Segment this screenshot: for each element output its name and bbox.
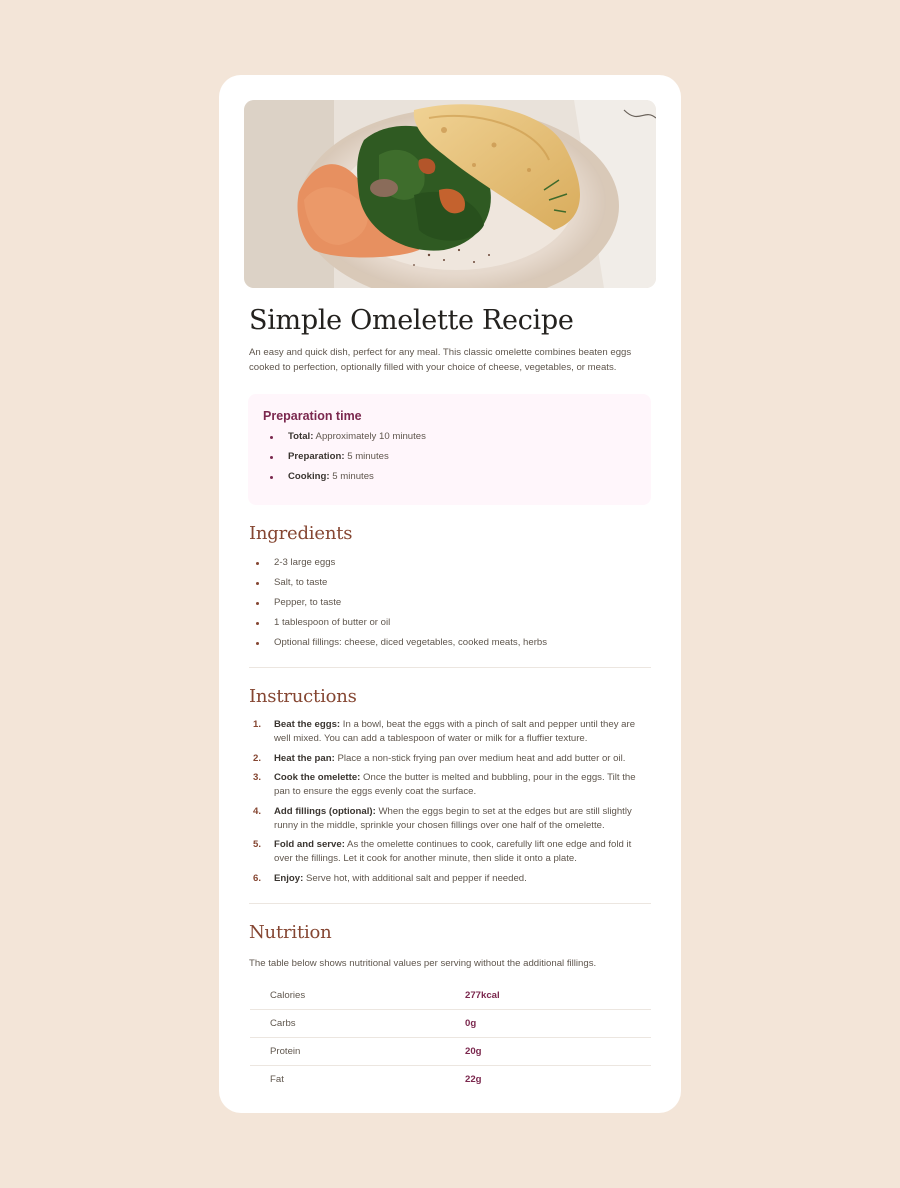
omelette-photo (244, 100, 656, 288)
ingredient-item: Salt, to taste (249, 577, 651, 589)
ingredients-section (249, 523, 651, 649)
recipe-intro: An easy and quick dish, perfect for any meal. This classic omelette combines beaten eggs cooked to perfection, optionally filled with your choice of cheese, vegetables, or meats. (249, 347, 632, 373)
instruction-step: 3. Cook the omelette: Once the butter is melted and bubbling, pour in the eggs. Tilt the pan to ensure the eggs evenly coat the surface. (253, 772, 636, 797)
ingredient-item: Optional fillings: cheese, diced vegetables, cooked meats, herbs (249, 637, 651, 649)
table-row (250, 1010, 651, 1038)
prep-item: Total: Approximately 10 minutes (263, 431, 636, 443)
nutrient-label: Carbs (250, 1010, 465, 1038)
nutrient-value: 22g (465, 1066, 651, 1094)
section-divider (249, 667, 651, 668)
table-row (250, 1066, 651, 1094)
ingredient-item: 2-3 large eggs (249, 557, 651, 569)
ingredients-heading: Ingredients (249, 523, 353, 544)
instructions-list (249, 718, 651, 886)
prep-item: Cooking: 5 minutes (263, 471, 636, 483)
nutrition-heading: Nutrition (249, 921, 332, 943)
nutrient-value: 0g (465, 1010, 651, 1038)
nutrition-description: The table below shows nutritional values per serving without the additional fillings. (249, 957, 597, 969)
nutrition-section (249, 922, 651, 1094)
page-title: Simple Omelette Recipe (249, 305, 574, 336)
nutrient-label: Calories (270, 989, 306, 1001)
instructions-heading: Instructions (249, 686, 357, 707)
instructions-section (249, 686, 651, 886)
nutrient-value: 277kcal (465, 989, 500, 1001)
ingredient-item: 1 tablespoon of butter or oil (249, 617, 651, 629)
instruction-step: 4. Add fillings (optional): When the eggs begin to set at the edges but are still slightly runny in the middle, sprinkle your chosen fillings over one half of the omelette. (253, 805, 632, 831)
preparation-time-heading: Preparation time (263, 409, 362, 423)
hero-image (244, 100, 656, 288)
nutrient-value: 20g (465, 1038, 651, 1066)
preparation-time-box (248, 394, 651, 505)
prep-item: Preparation: 5 minutes (263, 451, 636, 463)
preparation-time-list (263, 431, 636, 483)
table-row (250, 982, 651, 1010)
section-divider (249, 903, 651, 904)
recipe-card (219, 75, 681, 1113)
instruction-step: 2. Heat the pan: Place a non-stick frying pan over medium heat and add butter or oil. (253, 752, 626, 764)
nutrient-label: Fat (250, 1066, 465, 1094)
ingredients-list (249, 557, 651, 649)
table-row (250, 1038, 651, 1066)
nutrient-label: Protein (250, 1038, 465, 1066)
instruction-step: 1. Beat the eggs: In a bowl, beat the eggs with a pinch of salt and pepper until they are well mixed. You can add a tablespoon of water or milk for a fluffier texture. (253, 719, 636, 744)
instruction-step: 6. Enjoy: Serve hot, with additional salt and pepper if needed. (253, 872, 527, 884)
ingredient-item: Pepper, to taste (249, 597, 651, 609)
instruction-step: 5. Fold and serve: As the omelette continues to cook, carefully lift one edge and fold it over the fillings. Let it cook for another minute, then slide it onto a plate. (253, 839, 632, 864)
nutrition-table (250, 982, 651, 1094)
